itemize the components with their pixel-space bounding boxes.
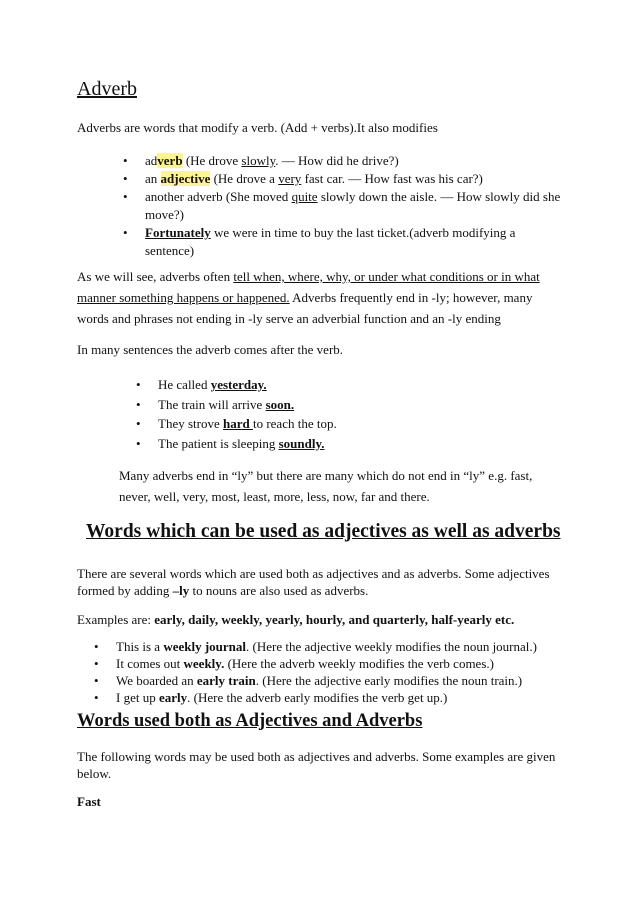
list-item: • We boarded an early train. (Here the adjective early modifies the noun train.)	[94, 673, 523, 688]
page-title: Adverb	[77, 78, 137, 100]
list-item: • The patient is sleeping soundly.	[158, 434, 538, 454]
ly-note-paragraph: Many adverbs end in “ly” but there are many which do not end in “ly” e.g. fast, never, well, very, most, least, more, less, now, far and there.	[119, 468, 533, 504]
list-item: • This is a weekly journal. (Here the adjective weekly modifies the noun journal.)	[94, 639, 537, 654]
examples-paragraph: Examples are: early, daily, weekly, yearly, hourly, and quarterly, half-yearly etc.	[77, 612, 515, 627]
list-item: • Fortunately we were in time to buy the last ticket.(adverb modifying a sentence)	[123, 225, 516, 258]
after-verb-list	[136, 375, 538, 453]
list-item: • an adjective (He drove a very fast car. — How fast was his car?)	[123, 171, 483, 186]
bullet-icon: •	[136, 396, 141, 412]
list-item: • I get up early. (Here the adverb early modifies the verb get up.)	[94, 690, 448, 705]
bullet-icon: •	[136, 377, 141, 392]
bullet-icon: •	[123, 189, 128, 204]
list-item: • It comes out weekly. (Here the adverb weekly modifies the verb comes.)	[94, 656, 494, 671]
bullet-icon: •	[123, 225, 128, 240]
bullet-icon: •	[136, 416, 141, 431]
examples-list	[94, 638, 556, 706]
fast-label: Fast	[77, 794, 101, 809]
bullet-icon: •	[94, 656, 99, 671]
section-heading: Words used both as Adjectives and Adverbs	[77, 711, 423, 731]
list-item: • He called yesterday.	[158, 375, 538, 395]
bullet-icon: •	[123, 171, 128, 186]
list-item: • They strove hard to reach the top.	[158, 414, 538, 434]
modifier-list	[123, 152, 565, 260]
list-item: • another adverb (She moved quite slowly down the aisle. — How slowly did she move?)	[123, 189, 561, 222]
bullet-icon: •	[94, 690, 99, 705]
section-heading: Words which can be used as adjectives as well as adverbs	[86, 521, 561, 542]
position-paragraph: In many sentences the adverb comes after the verb.	[77, 342, 344, 357]
bullet-icon: •	[136, 435, 141, 451]
list-item: • The train will arrive soon.	[158, 395, 538, 415]
bullet-icon: •	[94, 673, 99, 688]
list-item: • adverb (He drove slowly. — How did he drive?)	[123, 153, 399, 168]
bullet-icon: •	[123, 153, 128, 168]
adverb-function-paragraph: As we will see, adverbs often tell when, where, why, or under what conditions or in what manner something happens or happened. Adverbs frequently end in -ly; however, many words and phrases not ending in -ly serve an adverbial function and an -ly ending	[77, 269, 540, 326]
intro-paragraph: Adverbs are words that modify a verb. (Add + verbs).It also modifies	[77, 120, 438, 135]
both-uses-paragraph: The following words may be used both as adjectives and adverbs. Some examples are given below.	[77, 749, 556, 781]
dual-use-paragraph: There are several words which are used both as adjectives and as adverbs. Some adjectives formed by adding –ly to nouns are also used as adverbs.	[77, 566, 550, 598]
bullet-icon: •	[94, 639, 99, 654]
